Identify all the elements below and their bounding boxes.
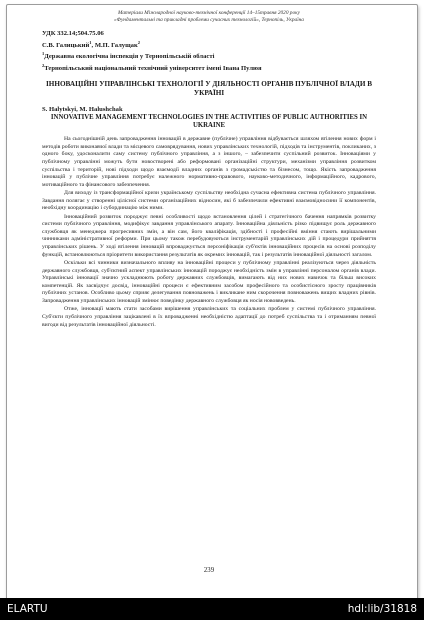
affiliation-1 bbox=[42, 50, 376, 62]
author-2-affil: 2 bbox=[137, 39, 140, 45]
paragraph: Оскільки всі чинники визначального впливу на інноваційні процеси у публічному управлінні реалізуються через діяльність державного службовця, суб'єктний аспект управлінських інновацій породжує необхідність змін в управлінні персоналом органів влади. Управлінські інновації значно ускладнюють роботу державних службовців, вимагають від них нових навичок та більш високих компетенцій. Як засвідчує досвід, інноваційні процеси є ефективним засобом професійного та особистісного зросту працівників публічних установ. Особливо цьому сприяє делегування повноважень і викликане ним скорочення повноважень вищих владних рівнів. Запровадження управлінських інновацій змінює поведінку державного службовця як носія нововведень. bbox=[42, 260, 376, 304]
running-header bbox=[42, 10, 376, 23]
header-line-1: Матеріали Міжнародної науково-технічної конференції 14–15травня 2020 року bbox=[118, 10, 300, 16]
footer-repository: ELARTU bbox=[7, 603, 48, 615]
article-meta bbox=[42, 30, 376, 73]
affiliation-2-mark: 2 bbox=[42, 62, 45, 68]
article-body bbox=[42, 136, 376, 329]
footer-handle: hdl:lib/31818 bbox=[347, 603, 417, 615]
paragraph: Для виходу із трансформаційної кризи українському суспільству необхідна сучасна ефективна система публічного управління. Завдання полягає у створенні цілісної системи організаційних відносин, які б забезпечили ефективні взаємовідносини її компонентів, необхідну координацію і субординацію між ними. bbox=[42, 190, 376, 212]
author-2: , М.П. Галущак bbox=[91, 41, 138, 49]
authors-en: S. Halytskyi, M. Halushchak bbox=[42, 105, 123, 113]
page-number: 239 bbox=[203, 567, 215, 574]
header-line-2: «Фундаментальні та прикладні проблеми сучасних технологій», Тернопіль, Україна bbox=[114, 16, 304, 23]
affiliation-2-text: Тернопільський національний технічний університет імені Івана Пулюя bbox=[44, 64, 262, 72]
paragraph: На сьогоднішній день запровадження інновацій в державне (публічне) управління відбувається шляхом втілення нових форм і методів роботи виконавчої влади та місцевого самоврядування, нових управлінських технологій, підходів та інструментів, покликаних, з одного боку, удосконалити саму систему публічного управління, а з іншого, – забезпечити суспільний розвиток. Інноваціями у публічному управлінні можуть бути новостворені або реформовані організаційні структури, механізми управління розвитком суспільства і територій, нові підходи щодо взаємодії владних органів з громадськістю та бізнесом, тощо. Якість запровадження інновацій у публічне управління потребує належного нормативно-правового, науково-методичного, інформаційного, кадрового, мотиваційного та фінансового забезпечення. bbox=[42, 136, 376, 188]
authors-ua bbox=[42, 39, 376, 51]
paper-page bbox=[42, 10, 376, 595]
affiliation-2 bbox=[42, 62, 376, 74]
author-1-affil: 1 bbox=[89, 39, 92, 45]
footer-bar bbox=[0, 598, 424, 620]
paragraph: Інноваційний розвиток породжує певні особливості щодо встановлення цілей і стратегічного бачення напрямків розвитку системи публічного управління, модифікує завдання управлінського апарату. Інноваційна діяльність різко підвищує роль державного службовця як менеджера прогресивних змін, а він сам, його кваліфікація, здібності і професійні вміння стають вирішальними чинниками адміністративної реформи. При цьому також перебудовуються інструментарій управлінських дій і процедури прийняття управлінських рішень. У ході втілення інновацій впроваджується персоніфікація суб'єктів інноваційних процесів на основі розподілу функцій, встановлюються пріоритети використання результатів як окремих інновацій, так і результатів інноваційної діяльності загалом. bbox=[42, 213, 376, 258]
author-1: С.В. Галицький bbox=[42, 41, 90, 49]
affiliation-1-mark: 1 bbox=[42, 51, 45, 57]
title-en: INNOVATIVE MANAGEMENT TECHNOLOGIES IN THE ACTIVITIES OF PUBLIC AUTHORITIES IN UKRAINE bbox=[50, 113, 368, 129]
paragraph: Отже, інновації мають стати засобами вирішення управлінських та соціальних проблем у системі публічного управління. Суб'єкти публічного управління зацікавлені в їх впровадженні необхідністю адаптації до потреб суспільства та і отриманням певної вигоди від результатів інноваційної діяльності. bbox=[42, 306, 376, 328]
title-ua: ІННОВАЦІЙНІ УПРАВЛІНСЬКІ ТЕХНОЛОГІЇ У ДІЯЛЬНОСТІ ОРГАНІВ ПУБЛІЧНОЇ ВЛАДИ В УКРАЇНІ bbox=[45, 80, 373, 97]
udk-code: УДК 332.14;504.75.06 bbox=[42, 30, 104, 38]
affiliation-1-text: Державна екологічна інспекція у Тернопільській області bbox=[44, 53, 215, 61]
